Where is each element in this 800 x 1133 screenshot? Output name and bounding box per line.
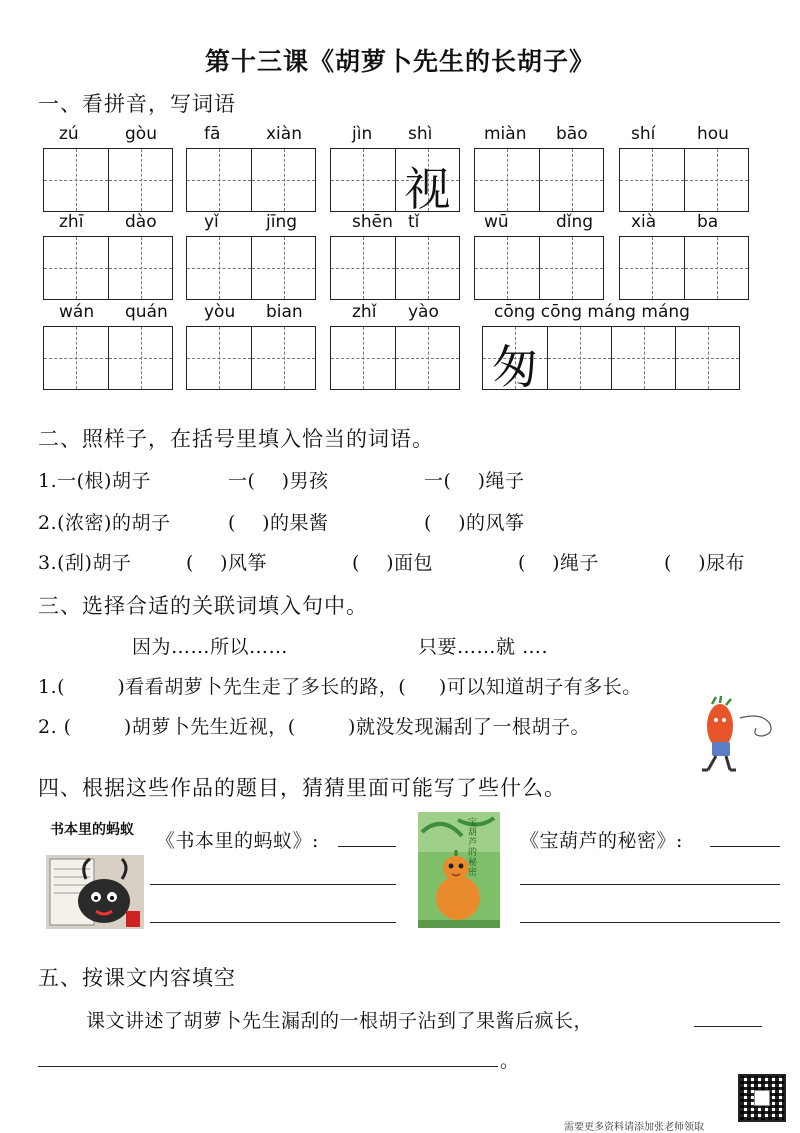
writing-cell[interactable]	[44, 237, 108, 299]
page-title: 第十三课《胡萝卜先生的长胡子》	[204, 47, 595, 76]
writing-grid	[186, 148, 316, 212]
writing-cell[interactable]	[108, 149, 172, 211]
prefilled-character: 匆	[492, 340, 538, 394]
writing-grid	[43, 236, 173, 300]
book2-answer-line-1[interactable]	[710, 846, 780, 847]
writing-cell[interactable]	[620, 237, 684, 299]
s2-line-3-c: ( )面包	[352, 552, 433, 574]
s3-question-1: 1.( )看看胡萝卜先生走了多长的路，( )可以知道胡子有多长。	[38, 676, 642, 698]
s2-line-1-b: 一( )男孩	[228, 470, 329, 492]
pinyin-label: gòu	[125, 124, 157, 144]
s3-question-2: 2. ( )胡萝卜先生近视，( )就没发现漏刮了一根胡子。	[38, 716, 590, 738]
book1-answer-line-2[interactable]	[150, 884, 396, 885]
writing-grid	[330, 148, 460, 216]
writing-cell[interactable]	[331, 327, 395, 389]
writing-cell[interactable]	[395, 149, 459, 216]
writing-grid	[482, 326, 740, 394]
writing-cell[interactable]	[539, 237, 603, 299]
carrot-character-illustration	[692, 696, 780, 774]
s2-line-1-c: 一( )绳子	[424, 470, 525, 492]
writing-cell[interactable]	[611, 327, 675, 389]
book-cover-ants	[46, 815, 144, 929]
writing-cell[interactable]	[108, 327, 172, 389]
s2-line-3-b: ( )风筝	[186, 552, 267, 574]
writing-cell[interactable]	[395, 237, 459, 299]
writing-cell[interactable]	[539, 149, 603, 211]
writing-grid	[474, 236, 604, 300]
writing-grid	[43, 326, 173, 390]
writing-cell[interactable]	[251, 237, 315, 299]
pinyin-label: fā	[204, 124, 221, 144]
section-1-heading: 一、看拼音，写词语	[38, 92, 236, 116]
s2-line-3-d: ( )绳子	[518, 552, 599, 574]
pinyin-label: shēn	[352, 212, 393, 232]
writing-grid	[619, 148, 749, 212]
pinyin-label: miàn	[484, 124, 527, 144]
book-cover-ants-text: 书本里的蚂蚁	[50, 822, 134, 838]
writing-cell[interactable]	[475, 237, 539, 299]
pinyin-label: wán	[59, 302, 95, 322]
writing-cell[interactable]	[684, 149, 748, 211]
pinyin-label: zhī	[59, 212, 84, 232]
pinyin-label: zú	[59, 124, 79, 144]
pinyin-label: tǐ	[408, 212, 420, 232]
pinyin-label: bāo	[556, 124, 588, 144]
book2-answer-line-2[interactable]	[520, 884, 780, 885]
writing-cell[interactable]	[187, 149, 251, 211]
writing-cell[interactable]	[251, 149, 315, 211]
writing-cell[interactable]	[187, 327, 251, 389]
pinyin-label: jìn	[352, 124, 373, 144]
book-cover-gourd	[418, 812, 500, 928]
pinyin-label: cōng cōng máng máng	[494, 302, 690, 322]
pinyin-label: yào	[408, 302, 439, 322]
s2-line-2-c: ( )的风筝	[424, 512, 525, 534]
s2-line-3-a: 3.(刮)胡子	[38, 552, 132, 574]
qr-code	[738, 1074, 786, 1122]
pinyin-label: xiàn	[266, 124, 302, 144]
writing-cell[interactable]	[483, 327, 547, 394]
writing-cell[interactable]	[108, 237, 172, 299]
s5-text: 课文讲述了胡萝卜先生漏刮的一根胡子沾到了果酱后疯长，	[86, 1010, 594, 1032]
qr-avatar	[754, 1090, 770, 1106]
writing-grid	[43, 148, 173, 212]
footer-note: 需要更多资料请添加张老师领取	[564, 1122, 704, 1133]
s2-line-3-e: ( )尿布	[664, 552, 745, 574]
section-3-heading: 三、选择合适的关联词填入句中。	[38, 594, 368, 618]
s3-option-2: 只要……就 ….	[418, 636, 549, 658]
writing-grid	[474, 148, 604, 212]
writing-cell[interactable]	[620, 149, 684, 211]
writing-grid	[619, 236, 749, 300]
s5-answer-line-2[interactable]	[38, 1066, 498, 1067]
writing-grid	[186, 236, 316, 300]
s5-answer-line-1[interactable]	[694, 1026, 762, 1027]
prefilled-character: 视	[404, 162, 451, 216]
book2-title: 《宝葫芦的秘密》:	[520, 830, 683, 852]
pinyin-label: dào	[125, 212, 157, 232]
section-5-heading: 五、按课文内容填空	[38, 966, 236, 990]
writing-cell[interactable]	[684, 237, 748, 299]
writing-cell[interactable]	[251, 327, 315, 389]
s2-line-1-a: 1.一(根)胡子	[38, 470, 151, 492]
pinyin-label: ba	[697, 212, 719, 232]
writing-grid	[330, 326, 460, 390]
writing-cell[interactable]	[44, 327, 108, 389]
writing-cell[interactable]	[547, 327, 611, 389]
pinyin-label: dǐng	[556, 212, 594, 232]
book1-answer-line-3[interactable]	[150, 922, 396, 923]
writing-cell[interactable]	[395, 327, 459, 389]
book1-title: 《书本里的蚂蚁》:	[156, 830, 319, 852]
pinyin-label: yòu	[204, 302, 236, 322]
writing-cell[interactable]	[331, 149, 395, 211]
pinyin-label: bian	[266, 302, 303, 322]
pinyin-label: shí	[631, 124, 656, 144]
writing-grid	[186, 326, 316, 390]
pinyin-label: zhǐ	[352, 302, 377, 322]
writing-cell[interactable]	[475, 149, 539, 211]
s2-line-2-a: 2.(浓密)的胡子	[38, 512, 171, 534]
writing-cell[interactable]	[44, 149, 108, 211]
s5-end-mark: 。	[500, 1050, 520, 1072]
section-4-heading: 四、根据这些作品的题目，猜猜里面可能写了些什么。	[38, 776, 566, 800]
writing-cell[interactable]	[187, 237, 251, 299]
writing-cell[interactable]	[675, 327, 739, 389]
pinyin-label: yǐ	[204, 212, 219, 232]
section-2-heading: 二、照样子，在括号里填入恰当的词语。	[38, 427, 434, 451]
book1-answer-line-1[interactable]	[338, 846, 396, 847]
book2-answer-line-3[interactable]	[520, 922, 780, 923]
pinyin-label: hou	[697, 124, 729, 144]
s3-option-1: 因为……所以……	[132, 636, 289, 658]
writing-grid	[330, 236, 460, 300]
pinyin-label: wū	[484, 212, 509, 232]
pinyin-label: shì	[408, 124, 433, 144]
s2-line-2-b: ( )的果酱	[228, 512, 329, 534]
pinyin-label: quán	[125, 302, 168, 322]
writing-cell[interactable]	[331, 237, 395, 299]
book-cover-gourd-text: 宝葫芦的秘密	[468, 818, 478, 878]
pinyin-label: xià	[631, 212, 657, 232]
pinyin-label: jīng	[266, 212, 298, 232]
